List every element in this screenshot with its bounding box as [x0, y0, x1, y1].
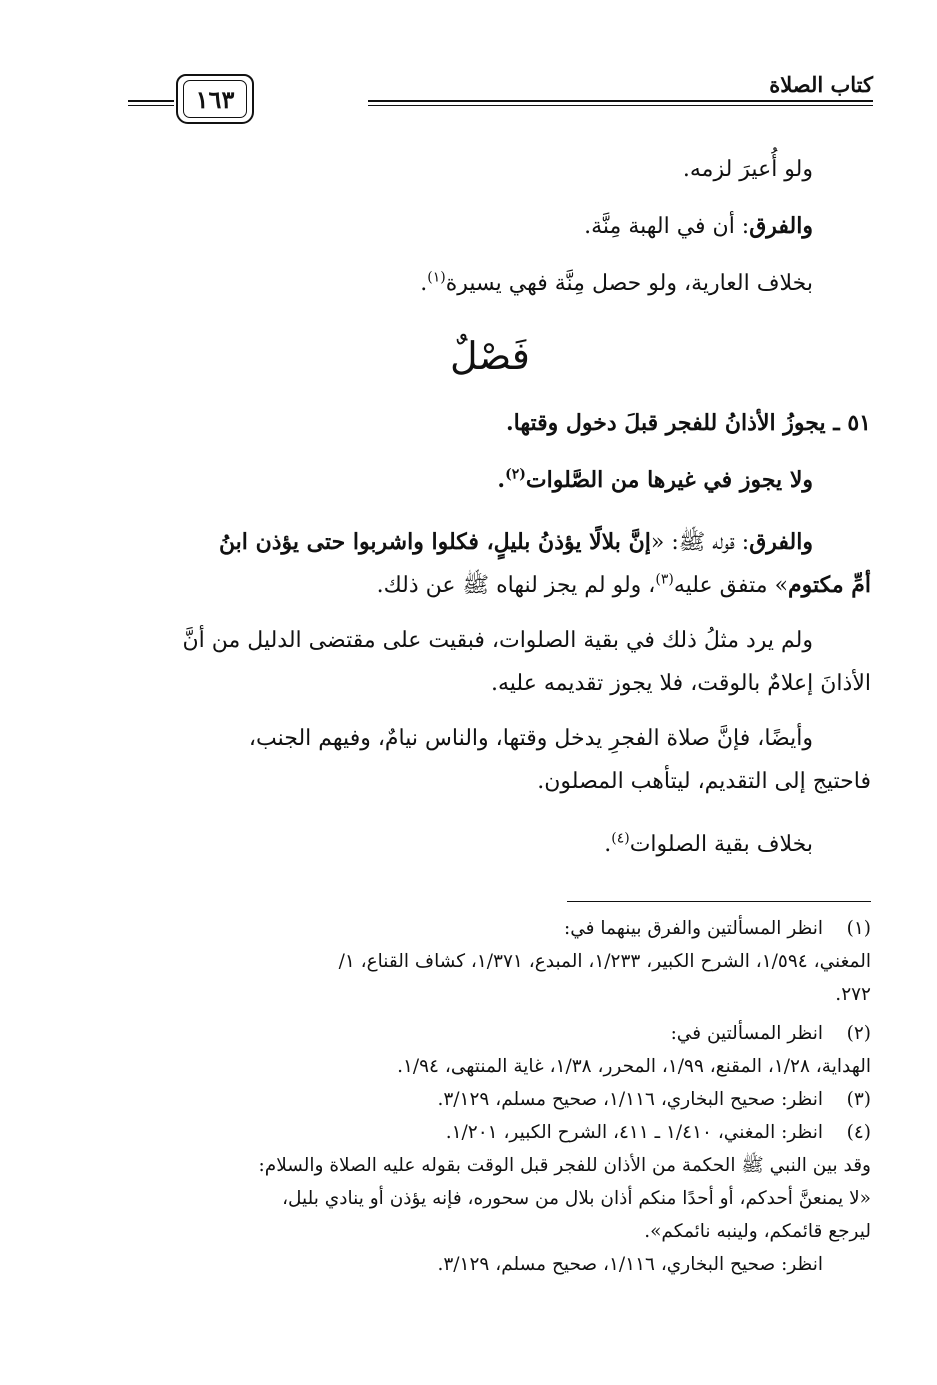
text-line-2: [129, 205, 871, 248]
paragraph-3-line-1: وأيضًا، فإنَّ صلاة الفجرِ يدخل وقتها، والناس نيامٌ، وفيهم الجنب،: [248, 726, 813, 751]
footnote-text: وقد بين النبي ﷺ الحكمة من الأذان للفجر قبل الوقت بقوله عليه الصلاة والسلام:: [258, 1155, 871, 1176]
footnote-number: (٤): [846, 1122, 871, 1143]
difference-line-1: [129, 521, 871, 564]
footnote-number: (٣): [846, 1089, 871, 1110]
footnote-ref-3[interactable]: (٣): [655, 571, 674, 588]
text-line-1: [129, 148, 871, 191]
footnote-1: [129, 912, 871, 1011]
footnote-text: ليرجع قائمكم، ولينبه نائمكم».: [644, 1221, 871, 1242]
paragraph-2-line-2: الأذانَ إعلامٌ بالوقت، فلا يجوز تقديمه عليه.: [490, 671, 871, 696]
hadith-quote-2: أمِّ مكتوم: [788, 572, 871, 598]
header-rule-left: [128, 100, 174, 106]
footnote-2: [129, 1017, 871, 1083]
footnote-ref-2[interactable]: (٢): [505, 466, 526, 483]
paragraph-4: [129, 823, 871, 866]
page-number-frame: [176, 74, 254, 124]
difference-label-2: والفرق: [749, 529, 813, 555]
text-l3: بخلاف العارية، ولو حصل مِنَّة فهي يسيرة: [445, 271, 813, 296]
footnote-text: انظر المسألتين والفرق بينهما في:: [564, 918, 823, 939]
footnote-number: (١): [846, 918, 871, 939]
hadith-quote-1: إنَّ بلالًا يؤذنُ بليلٍ، فكلوا واشربوا حتى يؤذن ابنُ: [218, 529, 651, 555]
footnotes: [129, 912, 871, 1281]
footnote-number: (٢): [846, 1023, 871, 1044]
opening-lines: [129, 148, 871, 305]
rule-51-end: .: [497, 467, 506, 493]
book-title: كتاب الصلاة: [769, 72, 873, 97]
footnote-4: [129, 1116, 871, 1281]
footnote-text: المغني، ١/٥٩٤، الشرح الكبير، ١/٢٣٣، المبدع، ١/٣٧١، كشاف القناع، ١/: [338, 951, 871, 972]
paragraph-2-line-1: ولم يرد مثلُ ذلك في بقية الصلوات، فبقيت على مقتضى الدليل من أنَّ: [182, 628, 813, 653]
text-l3-end: .: [420, 271, 428, 296]
difference-paragraph: [129, 521, 871, 607]
difference-after: » متفق عليه: [673, 573, 789, 598]
paragraph-3-line-2: فاحتيج إلى التقديم، ليتأهب المصلون.: [537, 769, 871, 794]
rule-51-line-2: [129, 459, 871, 502]
paragraph-3: [129, 717, 871, 803]
text-l1: ولو أُعيرَ لزمه.: [682, 157, 813, 182]
footnote-text: ٢٧٢.: [835, 984, 871, 1005]
paragraph-4-line: [129, 823, 871, 866]
footnote-text: «لا يمنعنَّ أحدكم، أو أحدًا منكم أذان بلال من سحوره، فإنه يؤذن أو ينادي بليل،: [282, 1188, 871, 1209]
footnote-text: انظر: صحيح البخاري، ١/١١٦، صحيح مسلم، ٣/١٢٩.: [437, 1254, 823, 1275]
rule-51-text: ولا يجوز في غيرها من الصَّلوات: [525, 467, 813, 493]
page-number: ١٦٣: [195, 85, 235, 114]
footnote-text: انظر المسألتين في:: [670, 1023, 823, 1044]
footnote-3: [129, 1083, 871, 1116]
footnote-ref-1[interactable]: (١): [427, 269, 446, 286]
page-header: [128, 66, 873, 130]
section-heading: فَصْلٌ: [450, 334, 530, 378]
header-rule-right: [368, 100, 873, 106]
rule-51-line-1: ٥١ ـ يجوزُ الأذانُ للفجر قبلَ دخول وقتها.: [505, 410, 871, 436]
rule-51: [129, 402, 871, 502]
footnote-separator: [567, 901, 871, 902]
footnote-text: الهداية، ١/٢٨، المقنع، ١/٩٩، المحرر، ١/٣٨، غاية المنتهى، ١/٩٤.: [397, 1056, 871, 1077]
difference-intro: : قوله ﷺ: «: [650, 530, 750, 555]
difference-tail: ، ولو لم يجز لنهاه ﷺ عن ذلك.: [376, 573, 656, 598]
paragraph-2: [129, 619, 871, 705]
footnote-text: انظر: المغني، ١/٤١٠ ـ ٤١١، الشرح الكبير، ١/٢٠١.: [445, 1122, 823, 1143]
text-line-3: [129, 262, 871, 305]
difference-label-1: والفرق: [749, 213, 813, 239]
footnote-text: انظر: صحيح البخاري، ١/١١٦، صحيح مسلم، ٣/١٢٩.: [437, 1089, 823, 1110]
paragraph-4-text: بخلاف بقية الصلوات: [629, 832, 813, 857]
difference-line-2: [129, 564, 871, 607]
paragraph-4-end: .: [604, 832, 612, 857]
text-l2: : أن في الهبة مِنَّة.: [584, 214, 750, 239]
footnote-ref-4[interactable]: (٤): [611, 830, 630, 847]
